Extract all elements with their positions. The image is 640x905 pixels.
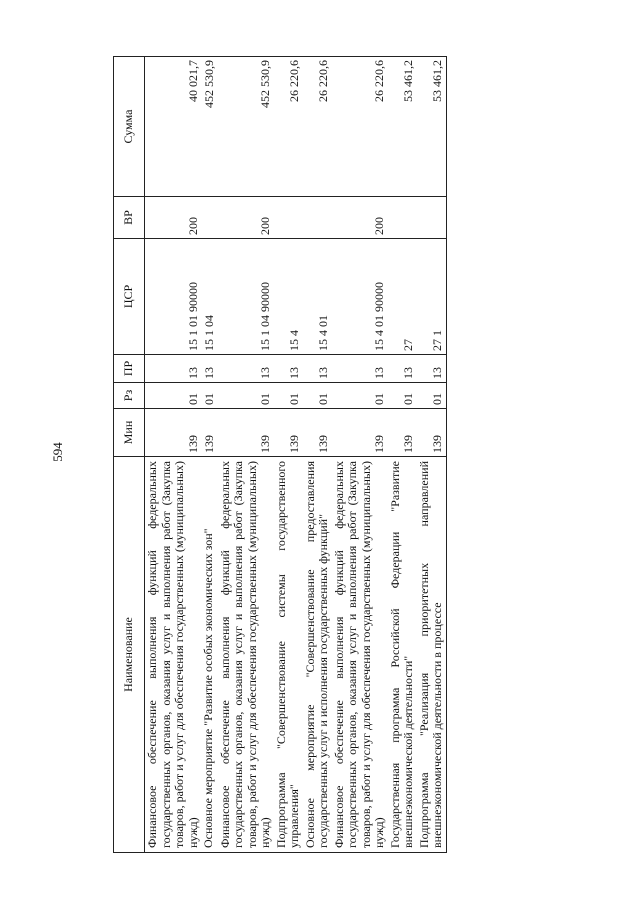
row-min: 139 [417,409,447,457]
row-csr: 15 1 01 90000 [145,239,202,355]
row-sum: 452 530,9 [201,57,218,197]
row-pr: 13 [218,355,274,383]
row-min: 139 [388,409,417,457]
row-csr: 15 1 04 [201,239,218,355]
column-header-pr: ПР [114,355,145,383]
row-rz: 01 [201,383,218,409]
row-vr [388,197,417,239]
row-name: Основное мероприятие "Совершенствование предоставления государственных услуг и исполнения государственных функций" [303,457,332,853]
table-row [303,57,332,853]
row-pr: 13 [388,355,417,383]
row-vr [274,197,303,239]
column-header-min: Мин [114,409,145,457]
column-header-rz: Рз [114,383,145,409]
row-vr [303,197,332,239]
row-name: Подпрограмма "Совершенствование системы государственного управления" [274,457,303,853]
row-csr: 15 4 01 [303,239,332,355]
table-row [145,57,202,853]
page-number: 594 [50,442,65,462]
row-name: Финансовое обеспечение выполнения функций федеральных государственных органов, оказания услуг и выполнения работ (Закупка товаров, работ и услуг для обеспечения государственных (муниципальных) нужд) [332,457,388,853]
row-rz: 01 [145,383,202,409]
row-min: 139 [201,409,218,457]
row-sum: 53 461,2 [417,57,447,197]
row-pr: 13 [145,355,202,383]
table-row [332,57,388,853]
row-min: 139 [145,409,202,457]
row-vr: 200 [218,197,274,239]
row-pr: 13 [332,355,388,383]
table-row [201,57,218,853]
row-rz: 01 [417,383,447,409]
column-header-csr: ЦСР [114,239,145,355]
row-rz: 01 [218,383,274,409]
row-rz: 01 [388,383,417,409]
row-sum: 452 530,9 [218,57,274,197]
row-csr: 15 4 [274,239,303,355]
row-rz: 01 [332,383,388,409]
row-vr [201,197,218,239]
row-name: Финансовое обеспечение выполнения функций федеральных государственных органов, оказания услуг и выполнения работ (Закупка товаров, работ и услуг для обеспечения государственных (муниципальных) нужд) [218,457,274,853]
row-sum: 26 220,6 [332,57,388,197]
budget-table [113,56,447,853]
row-sum: 53 461,2 [388,57,417,197]
row-name: Основное мероприятие "Развитие особых экономических зон" [201,457,218,853]
row-csr: 27 1 [417,239,447,355]
row-name: Государственная программа Российской Федерации "Развитие внешнеэкономической деятельности" [388,457,417,853]
table-row [388,57,417,853]
table-header-row [114,57,145,853]
row-name: Подпрограмма "Реализация приоритетных направлений внешнеэкономической деятельности в процессе [417,457,447,853]
row-sum: 40 021,7 [145,57,202,197]
row-vr: 200 [332,197,388,239]
column-header-sum: Сумма [114,57,145,197]
row-pr: 13 [274,355,303,383]
row-csr: 27 [388,239,417,355]
column-header-name: Наименование [114,457,145,853]
row-min: 139 [218,409,274,457]
row-vr: 200 [145,197,202,239]
row-csr: 15 1 04 90000 [218,239,274,355]
row-pr: 13 [303,355,332,383]
row-pr: 13 [201,355,218,383]
row-sum: 26 220,6 [303,57,332,197]
row-min: 139 [332,409,388,457]
row-vr [417,197,447,239]
row-name: Финансовое обеспечение выполнения функций федеральных государственных органов, оказания услуг и выполнения работ (Закупка товаров, работ и услуг для обеспечения государственных (муниципальных) нужд) [145,457,202,853]
row-sum: 26 220,6 [274,57,303,197]
row-pr: 13 [417,355,447,383]
column-header-vr: ВР [114,197,145,239]
row-min: 139 [303,409,332,457]
row-min: 139 [274,409,303,457]
table-row [274,57,303,853]
table-row [417,57,447,853]
row-csr: 15 4 01 90000 [332,239,388,355]
table-row [218,57,274,853]
row-rz: 01 [303,383,332,409]
rotated-page-content [113,57,593,853]
row-rz: 01 [274,383,303,409]
